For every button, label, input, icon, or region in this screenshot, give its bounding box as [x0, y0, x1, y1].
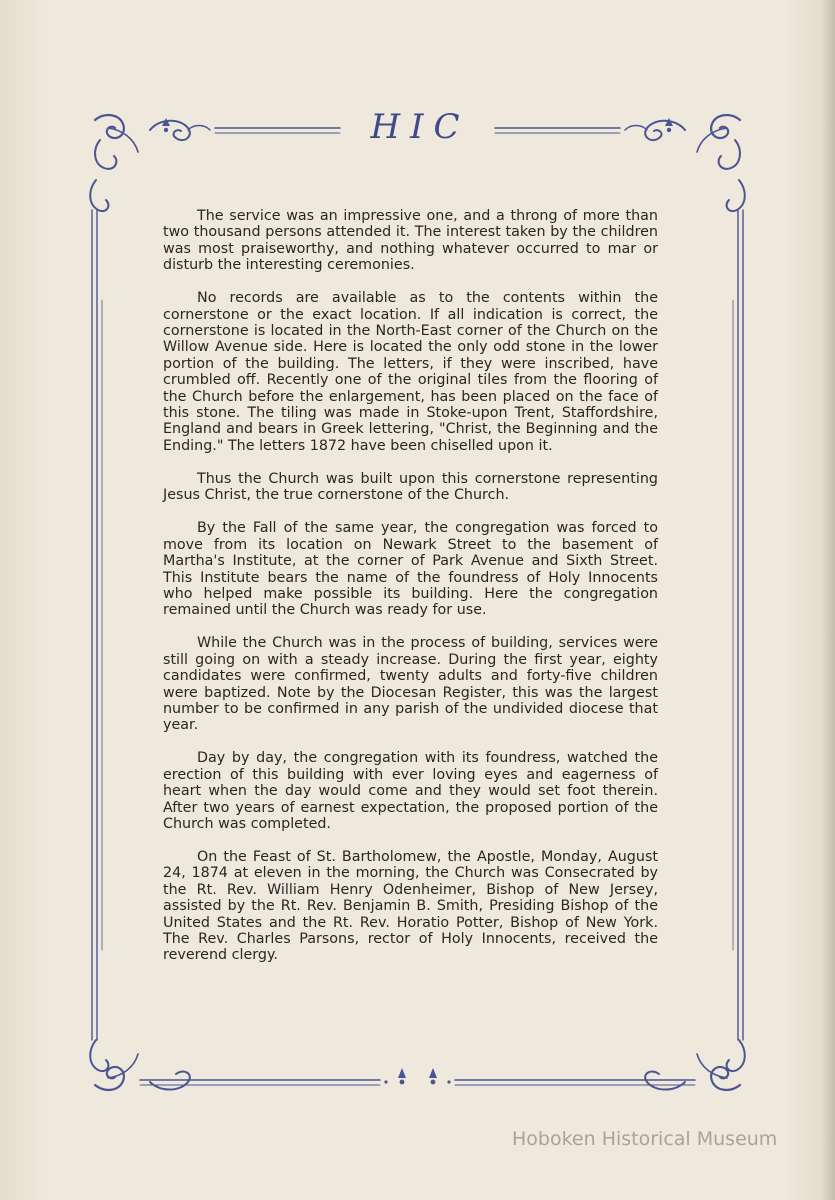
paragraph-built-upon: Thus the Church was built upon this cornerstone representing Jesus Christ, the true cornerstone of the Church.: [163, 470, 658, 504]
paragraph-consecration: On the Feast of St. Bartholomew, the Apostle, Monday, August 24, 1874 at eleven in the morning, the Church was Consecrated by the Rt. Rev. William Henry Odenheimer, Bishop of New Jersey, assisted by the Rt. Rev. Benjamin B. Smith, Presiding Bishop of the United States and the Rt. Rev. Horatio Potter, Bishop of New York. The Rev. Charles Parsons, rector of Holy Innocents, received the reverend clergy.: [163, 848, 658, 964]
paragraph-cornerstone: No records are available as to the contents within the cornerstone or the exact location. If all indication is correct, the cornerstone is located in the North-East corner of the Church on the Willow Avenue side. Here is located the only odd stone in the lower portion of the building. The letters, if they were inscribed, have crumbled off. Recently one of the original tiles from the flooring of the Church before the enlargement, has been placed on the face of this stone. The tiling was made in Stoke-upon Trent, Staffordshire, England and bears in Greek lettering, "Christ, the Beginning and the Ending." The letters 1872 have been chiselled upon it.: [163, 290, 658, 454]
paragraph-service: The service was an impressive one, and a throng of more than two thousand persons attended it. The interest taken by the children was most praiseworthy, and nothing whatever occurred to mar or disturb the interesting ceremonies.: [163, 208, 658, 274]
document-body: [163, 208, 658, 980]
paragraph-confirmations: While the Church was in the process of building, services were still going on with a steady increase. During the first year, eighty candidates were confirmed, twenty adults and forty-five children were baptized. Note by the Diocesan Register, this was the largest number to be confirmed in any parish of the undivided diocese that year.: [163, 635, 658, 734]
museum-watermark: Hoboken Historical Museum: [512, 1128, 778, 1150]
paragraph-fall-move: By the Fall of the same year, the congregation was forced to move from its location on Newark Street to the basement of Martha's Institute, at the corner of Park Avenue and Sixth Street. This Institute bears the name of the foundress of Holy Innocents who helped make possible its building. Here the congregation remained until the Church was ready for use.: [163, 520, 658, 619]
monogram-hic: HIC: [370, 107, 470, 147]
paragraph-day-by-day: Day by day, the congregation with its foundress, watched the erection of this building with ever loving eyes and eagerness of heart when the day would come and they would set foot therein. After two years of earnest expectation, the proposed portion of the Church was completed.: [163, 750, 658, 832]
